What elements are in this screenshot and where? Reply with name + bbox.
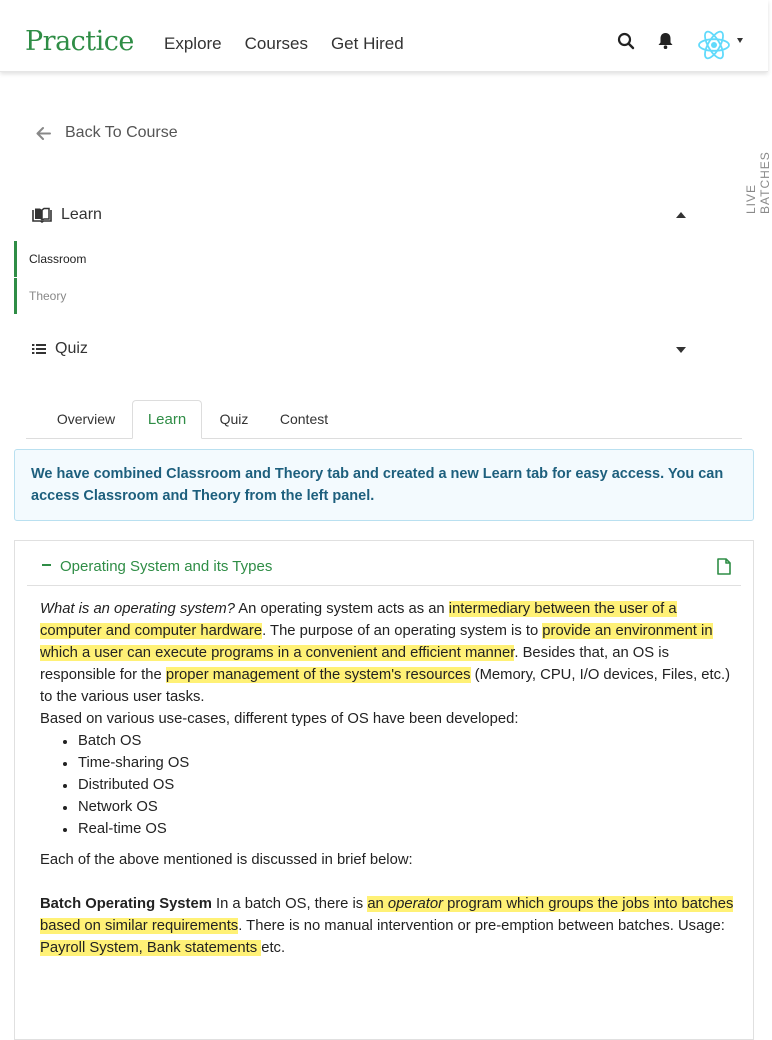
top-header	[0, 0, 768, 72]
article-body	[40, 598, 740, 959]
list-item: Network OS	[78, 796, 740, 818]
react-avatar-icon[interactable]	[697, 28, 731, 62]
list-item: Time-sharing OS	[78, 752, 740, 774]
paragraph-types-intro: Based on various use-cases, different types of OS have been developed:	[40, 711, 519, 727]
search-icon[interactable]	[617, 32, 635, 50]
collapse-icon[interactable]	[42, 564, 51, 566]
list-item: Real-time OS	[78, 818, 740, 840]
nav-courses[interactable]: Courses	[244, 34, 308, 53]
arrow-left-icon	[36, 127, 51, 140]
list-icon	[32, 343, 46, 355]
bell-icon[interactable]	[657, 32, 674, 50]
back-to-course-label: Back To Course	[65, 124, 178, 141]
quiz-section-header[interactable]	[32, 340, 88, 358]
sidebar-item-theory[interactable]: Theory	[14, 278, 314, 314]
learn-section-header[interactable]	[32, 206, 102, 224]
tab-overview[interactable]: Overview	[56, 411, 116, 427]
caret-down-icon[interactable]	[676, 347, 686, 353]
document-icon[interactable]	[717, 558, 731, 575]
main-nav	[164, 34, 404, 54]
nav-get-hired[interactable]: Get Hired	[330, 34, 404, 53]
sidebar-item-classroom[interactable]: Classroom	[14, 241, 314, 277]
article-title: Operating System and its Types	[60, 558, 273, 575]
caret-down-icon[interactable]	[737, 38, 743, 43]
tab-contest[interactable]: Contest	[279, 411, 329, 427]
article-header[interactable]	[27, 549, 741, 586]
os-types-list	[78, 730, 740, 840]
live-batches-tab[interactable]: LIVE BATCHES	[744, 151, 772, 214]
paragraph-discussed: Each of the above mentioned is discussed in brief below:	[40, 852, 413, 868]
back-to-course-link[interactable]	[36, 124, 178, 142]
nav-explore[interactable]: Explore	[164, 34, 222, 53]
paragraph-batch-os: Batch Operating System In a batch OS, there is an operator program which groups the jobs into batches based on similar requirements. There is no manual intervention or pre-emption between batches. Usage: Payroll System, Bank statements etc.	[40, 896, 734, 956]
tab-quiz[interactable]: Quiz	[219, 411, 249, 427]
tab-learn[interactable]: Learn	[132, 400, 202, 439]
list-item: Batch OS	[78, 730, 740, 752]
paragraph-intro: What is an operating system? An operating system acts as an intermediary between the user of a computer and computer hardware. The purpose of an operating system is to provide an environment in which a user can execute programs in a convenient and efficient manner. Besides that, an OS is responsible for the proper management of the system's resources (Memory, CPU, I/O devices, Files, etc.) to the various user tasks.	[40, 601, 731, 705]
learn-section-label: Learn	[61, 206, 102, 223]
book-icon	[32, 207, 52, 223]
info-banner: We have combined Classroom and Theory tab and created a new Learn tab for easy access. You can access Classroom and Theory from the left panel.	[14, 449, 754, 521]
practice-logo[interactable]: Practice	[25, 26, 134, 57]
list-item: Distributed OS	[78, 774, 740, 796]
caret-up-icon[interactable]	[676, 212, 686, 218]
article-card	[14, 540, 754, 1040]
quiz-section-label: Quiz	[55, 340, 88, 357]
